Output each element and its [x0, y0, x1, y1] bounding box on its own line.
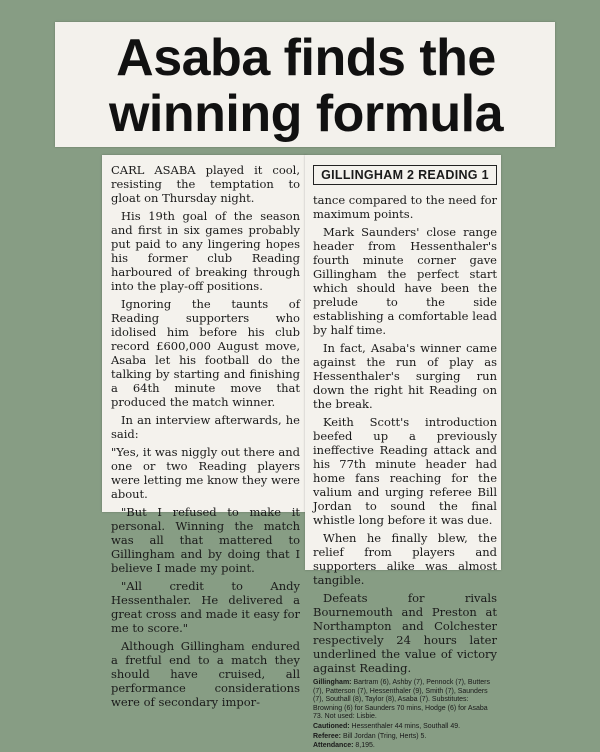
stats-label: Cautioned:	[313, 722, 350, 730]
left-column	[102, 155, 306, 709]
article-paragraph: "All credit to Andy Hessenthaler. He delivered a great cross and made it easy for me to score."	[111, 579, 300, 635]
article-paragraph: In an interview afterwards, he said:	[111, 413, 300, 441]
right-column	[305, 155, 501, 750]
article-paragraph: "But I refused to make it personal. Winning the match was all that mattered to Gillingham and by doing that I believe I made my point.	[111, 505, 300, 575]
article-paragraph: Defeats for rivals Bournemouth and Preston at Northampton and Colchester respectively 24 hours later underlined the value of victory against Reading.	[313, 591, 497, 675]
stats-gillingham	[313, 679, 497, 722]
article-paragraph: In fact, Asaba's winner came against the run of play as Hessenthaler's surging run down the right hit Reading on the break.	[313, 341, 497, 411]
stats-referee	[313, 733, 497, 742]
article-paragraph: Although Gillingham endured a fretful end to a match they should have cruised, all performance considerations were of secondary impor-	[111, 639, 300, 709]
stats-text: Bill Jordan (Tring, Herts) 5.	[342, 732, 427, 740]
article-paragraph: tance compared to the need for maximum points.	[313, 193, 497, 221]
stats-text: Hessenthaler 44 mins, Southall 49.	[351, 722, 461, 730]
stats-label: Attendance:	[313, 742, 354, 750]
stats-label: Gillingham:	[313, 679, 352, 686]
stats-attendance	[313, 742, 497, 751]
stats-label: Referee:	[313, 732, 342, 740]
article-paragraph: CARL ASABA played it cool, resisting the temptation to gloat on Thursday night.	[111, 163, 300, 205]
headline-box	[55, 22, 555, 147]
article-paragraph: When he finally blew, the relief from players and supporters alike was almost tangible.	[313, 531, 497, 587]
article-paragraph: "Yes, it was niggly out there and one or two Reading players were letting me know they were about.	[111, 445, 300, 501]
stats-text: 8,195.	[355, 742, 375, 750]
article-paragraph: Mark Saunders' close range header from Hessenthaler's fourth minute corner gave Gillingham the perfect start which should have been the prelude to the side establishing a comfortable lead by half time.	[313, 225, 497, 337]
stats-text: Bartram (6), Ashby (7), Pennock (7), Butters (7), Patterson (7), Hessenthaler (9), Smith (7), Saunders (7), Southall (8), Taylor (8), Asaba (7). Substitutes: Browning (6) for Saunders 70 mins, Hodge (6) for Asaba 73. Not used: Lisbie.	[313, 679, 491, 721]
score-box: GILLINGHAM 2 READING 1	[313, 165, 497, 185]
article-paragraph: Keith Scott's introduction beefed up a previously ineffective Reading attack and his 77th minute header had home fans reaching for the valium and urging referee Bill Jordan to sound the final whistle long before it was due.	[313, 415, 497, 527]
article-headline: Asaba finds the winning formula	[108, 29, 504, 143]
article-paragraph: Ignoring the taunts of Reading supporters who idolised him before his club record £600,000 August move, Asaba let his football do the talking by starting and finishing a 64th minute move that produced the match winner.	[111, 297, 300, 409]
match-stats	[313, 679, 497, 751]
stats-cautioned	[313, 723, 497, 732]
article-paragraph: His 19th goal of the season and first in six games probably put paid to any lingering hopes his former club Reading harboured of breaking through into the play-off positions.	[111, 209, 300, 293]
